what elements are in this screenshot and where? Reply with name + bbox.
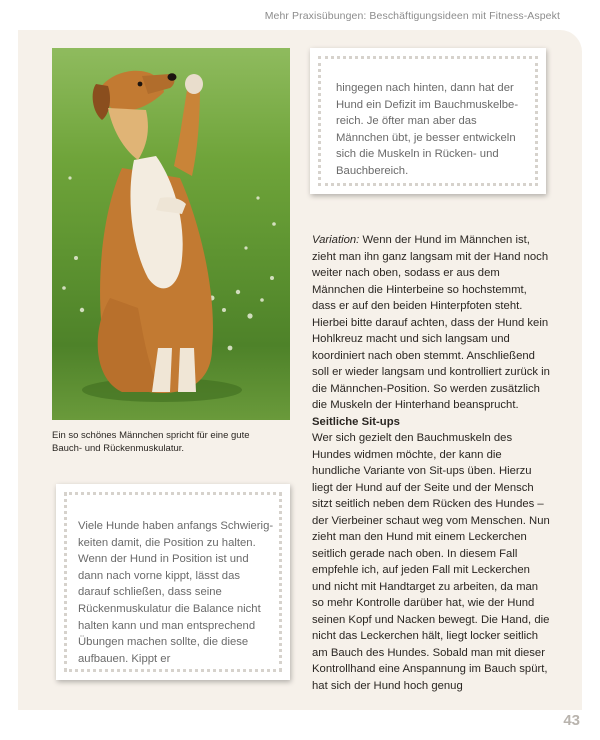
dog-photo [52, 48, 290, 420]
situps-heading: Seitliche Sit-ups [312, 415, 400, 428]
info-box-top-text: hingegen nach hinten, dann hat der Hund ein Defizit im Bauchmuskelbereich. Je öfter man aber das Männchen übt, je besser entwickeln sich die Muskeln in Rücken- und Bauchbereich. [336, 82, 519, 177]
running-head: Mehr Praxisübungen: Beschäftigungsideen mit Fitness-Aspekt [264, 10, 560, 22]
page-number: 43 [563, 712, 580, 729]
variation-paragraph [312, 232, 550, 414]
variation-text: Wenn der Hund im Männchen ist, zieht man ihn ganz langsam mit der Hand noch weiter nach oben, sodass er aus dem Männchen die Hinterbeine so hochstemmt, dass er auf den beiden Hinterpfoten steht. Hierbei bitte darauf achten, dass der Hund kein Hohlkreuz macht und sich langsam und koordiniert nach oben stemmt. Anschließend soll er wieder langsam und kontrolliert zurück in die Männchen-Position. So werden zusätzlich die Muskeln der Hinterhand beansprucht. [312, 234, 550, 411]
main-text-column [312, 232, 550, 694]
info-box-bottom [56, 484, 290, 680]
info-box-bottom-text: Viele Hunde haben anfangs Schwierigkeiten damit, die Position zu halten. Wenn der Hund in Position ist und dann nach vorne kippt, lässt das darauf schließen, dass seine Rückenmuskulatur die Balance nicht halten kann und man entsprechend Übungen machen sollte, die diese aufbauen. Kippt er [78, 520, 274, 665]
info-box-top [310, 48, 546, 194]
variation-label: Variation: [312, 234, 360, 246]
standing-dog-photo-icon [52, 48, 290, 420]
situps-paragraph: Wer sich gezielt den Bauchmuskeln des Hundes widmen möchte, der kann die hundliche Variante von Sit-ups üben. Hierzu liegt der Hund auf der Seite und der Mensch sitzt seitlich neben dem Rücken des Hundes – der Vierbeiner schaut weg vom Menschen. Nun zieht man den Hund mit einem Leckerchen seitlich gerade nach oben. In diesem Fall empfehle ich, auf jeden Fall mit Leckerchen und nicht mit Handtarget zu arbeiten, da man so mehr Kontrolle darüber hat, wie der Hund seinen Kopf und Nacken bewegt. Die Hand, die nicht das Leckerchen hält, liegt locker seitlich am Bauch des Hundes. Sobald man mit dieser Kontrollhand eine Anspannung im Bauch spürt, hat sich der Hund hoch genug [312, 432, 550, 692]
figure-caption: Ein so schönes Männchen spricht für eine gute Bauch- und Rückenmuskulatur. [52, 430, 250, 454]
